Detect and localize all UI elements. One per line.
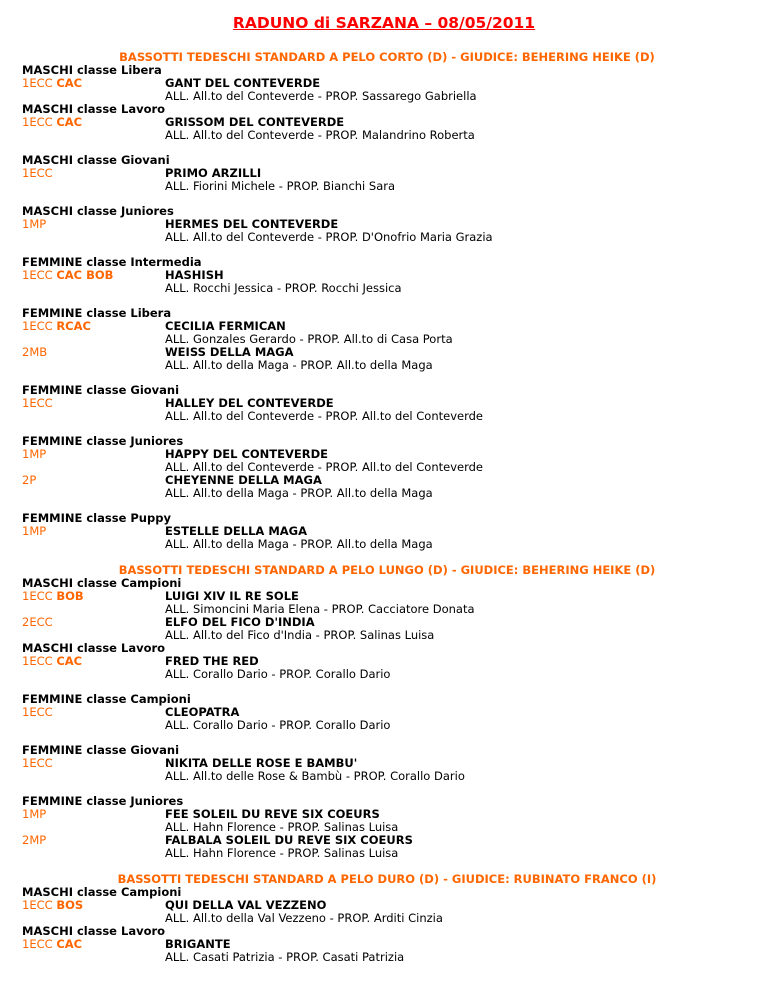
award-badge: BOS	[56, 898, 84, 912]
result-entry	[22, 346, 752, 372]
placement	[22, 706, 53, 719]
breeder-owner: ALL. All.to del Fico d'India - PROP. Salinas Luisa	[165, 628, 435, 642]
placement	[22, 808, 46, 821]
breeder-owner: ALL. Gonzales Gerardo - PROP. All.to di Casa Porta	[165, 332, 453, 346]
breeder-owner: ALL. All.to della Maga - PROP. All.to della Maga	[165, 358, 433, 372]
placement	[22, 757, 53, 770]
class-heading: FEMMINE classe Giovani	[22, 743, 180, 757]
spacer	[22, 860, 752, 872]
class-heading: FEMMINE classe Puppy	[22, 511, 171, 525]
result-entry	[22, 397, 752, 423]
placement-rank: 1ECC	[22, 166, 53, 180]
breeder-owner: ALL. Corallo Dario - PROP. Corallo Dario	[165, 718, 391, 732]
breeder-owner: ALL. All.to della Maga - PROP. All.to della Maga	[165, 537, 433, 551]
placement	[22, 525, 46, 538]
placement	[22, 655, 82, 668]
breeder-owner: ALL. All.to del Conteverde - PROP. Sassarego Gabriella	[165, 89, 477, 103]
placement	[22, 218, 46, 231]
placement	[22, 448, 46, 461]
award-badge: CAC	[56, 115, 83, 129]
placement-rank: 2MP	[22, 833, 47, 847]
placement-rank: 1ECC	[22, 756, 53, 770]
result-entry	[22, 474, 752, 500]
award-badge: RCAC	[56, 319, 91, 333]
award-badge: BOB	[56, 589, 84, 603]
breeder-owner: ALL. All.to del Conteverde - PROP. Malandrino Roberta	[165, 128, 475, 142]
class-heading: MASCHI classe Libera	[22, 63, 162, 77]
dog-name: CECILIA FERMICAN	[165, 319, 286, 333]
class-heading: MASCHI classe Lavoro	[22, 102, 166, 116]
placement-rank: 1ECC	[22, 937, 53, 951]
result-entry	[22, 590, 752, 616]
placement-rank: 1MP	[22, 524, 47, 538]
result-entry	[22, 77, 752, 103]
award-badge: CAC	[56, 937, 83, 951]
dog-name: GRISSOM DEL CONTEVERDE	[165, 115, 345, 129]
class-heading: FEMMINE classe Juniores	[22, 434, 184, 448]
result-entry	[22, 757, 752, 783]
award-badge: CAC	[56, 76, 83, 90]
class-heading: FEMMINE classe Campioni	[22, 692, 191, 706]
class-heading: MASCHI classe Campioni	[22, 576, 182, 590]
placement	[22, 397, 53, 410]
result-entry	[22, 320, 752, 346]
placement	[22, 938, 82, 951]
class-heading: MASCHI classe Campioni	[22, 885, 182, 899]
placement-rank: 2ECC	[22, 615, 53, 629]
placement-rank: 1MP	[22, 807, 47, 821]
class-heading: FEMMINE classe Juniores	[22, 794, 184, 808]
placement	[22, 269, 113, 282]
result-entry	[22, 938, 752, 964]
placement-rank: 1ECC	[22, 115, 53, 129]
breed-section-heading: BASSOTTI TEDESCHI STANDARD A PELO LUNGO (D) - GIUDICE: BEHERING HEIKE (D)	[118, 563, 656, 577]
dog-name: QUI DELLA VAL VEZZENO	[165, 898, 327, 912]
dog-name: CLEOPATRA	[165, 705, 240, 719]
breeder-owner: ALL. All.to del Conteverde - PROP. D'Onofrio Maria Grazia	[165, 230, 493, 244]
breeder-owner: ALL. Corallo Dario - PROP. Corallo Dario	[165, 667, 391, 681]
placement-rank: 2P	[22, 473, 37, 487]
placement-rank: 1ECC	[22, 589, 53, 603]
dog-name: GANT DEL CONTEVERDE	[165, 76, 321, 90]
result-entry	[22, 525, 752, 551]
class-heading: MASCHI classe Lavoro	[22, 924, 166, 938]
breeder-owner: ALL. All.to della Val Vezzeno - PROP. Arditi Cinzia	[165, 911, 443, 925]
placement-rank: 1MP	[22, 217, 47, 231]
dog-name: HASHISH	[165, 268, 224, 282]
page-title: RADUNO di SARZANA – 08/05/2011	[232, 14, 536, 32]
placement-rank: 1MP	[22, 447, 47, 461]
result-entry	[22, 706, 752, 732]
placement-rank: 1ECC	[22, 76, 53, 90]
dog-name: FEE SOLEIL DU REVE SIX COEURS	[165, 807, 380, 821]
dog-name: PRIMO ARZILLI	[165, 166, 262, 180]
result-entry	[22, 616, 752, 642]
class-heading: FEMMINE classe Intermedia	[22, 255, 202, 269]
placement	[22, 590, 84, 603]
placement	[22, 167, 53, 180]
placement-rank: 1ECC	[22, 898, 53, 912]
dog-name: ESTELLE DELLA MAGA	[165, 524, 307, 538]
placement	[22, 899, 83, 912]
breeder-owner: ALL. Hahn Florence - PROP. Salinas Luisa	[165, 846, 399, 860]
placement	[22, 474, 36, 487]
breeder-owner: ALL. Hahn Florence - PROP. Salinas Luisa	[165, 820, 399, 834]
placement-rank: 1ECC	[22, 654, 53, 668]
result-entry	[22, 167, 752, 193]
class-heading: MASCHI classe Giovani	[22, 153, 170, 167]
dog-name: HALLEY DEL CONTEVERDE	[165, 396, 334, 410]
breeder-owner: ALL. All.to delle Rose & Bambù - PROP. Corallo Dario	[165, 769, 465, 783]
breeder-owner: ALL. Fiorini Michele - PROP. Bianchi Sara	[165, 179, 396, 193]
result-entry	[22, 655, 752, 681]
result-entry	[22, 269, 752, 295]
placement	[22, 320, 91, 333]
result-entry	[22, 218, 752, 244]
breeder-owner: ALL. All.to della Maga - PROP. All.to della Maga	[165, 486, 433, 500]
class-heading: FEMMINE classe Giovani	[22, 383, 180, 397]
placement-rank: 1ECC	[22, 319, 53, 333]
spacer	[22, 551, 752, 563]
placement	[22, 616, 53, 629]
dog-name: FALBALA SOLEIL DU REVE SIX COEURS	[165, 833, 413, 847]
placement-rank: 1ECC	[22, 705, 53, 719]
result-entry	[22, 834, 752, 860]
breeder-owner: ALL. Simoncini Maria Elena - PROP. Cacciatore Donata	[165, 602, 475, 616]
dog-name: CHEYENNE DELLA MAGA	[165, 473, 322, 487]
breeder-owner: ALL. All.to del Conteverde - PROP. All.to del Conteverde	[165, 409, 484, 423]
breed-section-heading: BASSOTTI TEDESCHI STANDARD A PELO CORTO (D) - GIUDICE: BEHERING HEIKE (D)	[119, 50, 655, 64]
dog-name: WEISS DELLA MAGA	[165, 345, 294, 359]
dog-name: LUIGI XIV IL RE SOLE	[165, 589, 299, 603]
placement	[22, 346, 47, 359]
class-heading: FEMMINE classe Libera	[22, 306, 172, 320]
placement	[22, 116, 82, 129]
award-badge: CAC BOB	[56, 268, 114, 282]
breed-section-heading: BASSOTTI TEDESCHI STANDARD A PELO DURO (D) - GIUDICE: RUBINATO FRANCO (I)	[117, 872, 657, 886]
placement-rank: 1ECC	[22, 396, 53, 410]
result-entry	[22, 808, 752, 834]
placement-rank: 2MB	[22, 345, 48, 359]
placement	[22, 834, 46, 847]
dog-name: FRED THE RED	[165, 654, 259, 668]
placement	[22, 77, 82, 90]
dog-name: BRIGANTE	[165, 937, 231, 951]
dog-name: NIKITA DELLE ROSE E BAMBU'	[165, 756, 358, 770]
breeder-owner: ALL. Casati Patrizia - PROP. Casati Patrizia	[165, 950, 405, 964]
result-entry	[22, 899, 752, 925]
breeder-owner: ALL. Rocchi Jessica - PROP. Rocchi Jessica	[165, 281, 402, 295]
dog-name: HERMES DEL CONTEVERDE	[165, 217, 339, 231]
result-entry	[22, 448, 752, 474]
award-badge: CAC	[56, 654, 83, 668]
class-heading: MASCHI classe Juniores	[22, 204, 174, 218]
breeder-owner: ALL. All.to del Conteverde - PROP. All.to del Conteverde	[165, 460, 484, 474]
placement-rank: 1ECC	[22, 268, 53, 282]
dog-name: ELFO DEL FICO D'INDIA	[165, 615, 315, 629]
dog-name: HAPPY DEL CONTEVERDE	[165, 447, 328, 461]
class-heading: MASCHI classe Lavoro	[22, 641, 166, 655]
result-entry	[22, 116, 752, 142]
results-document	[22, 50, 752, 964]
